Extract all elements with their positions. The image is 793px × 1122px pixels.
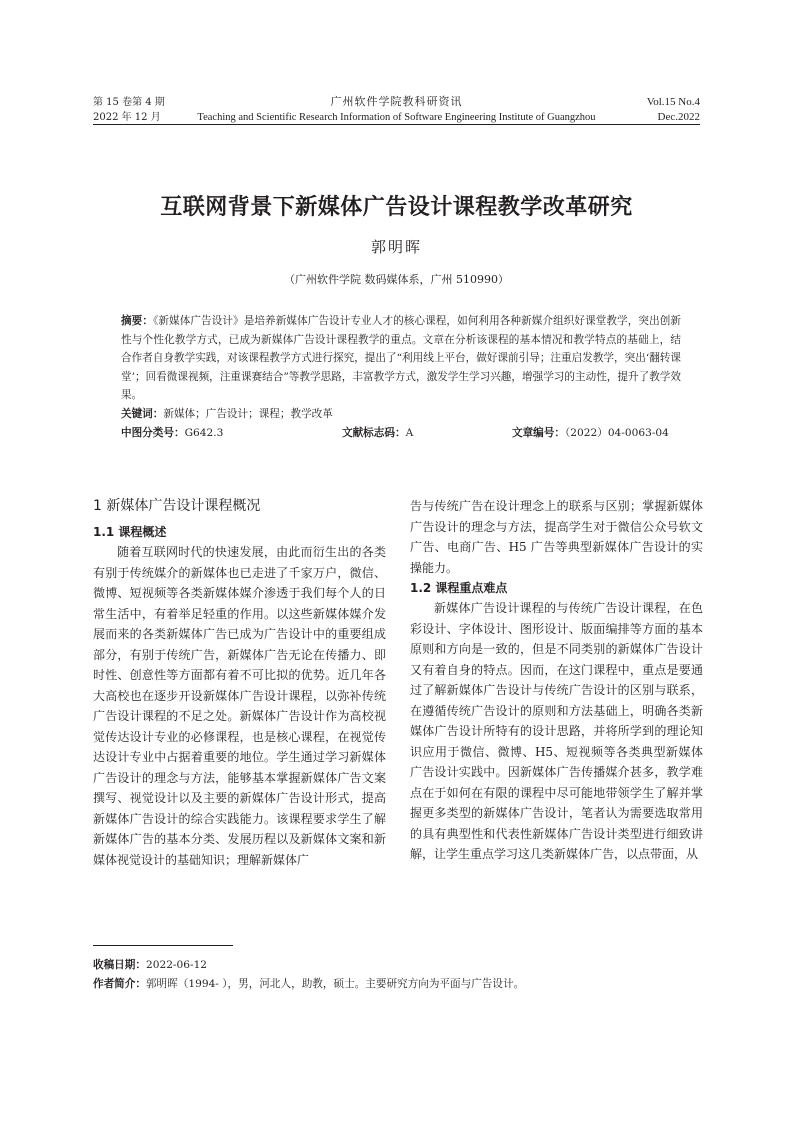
header-journal-en: Teaching and Scientific Research Information of Software Engineering Institute of Guangzhou <box>197 112 596 123</box>
header-date-cn: 2022 年 12 月 <box>93 112 161 123</box>
header-rule <box>93 124 700 125</box>
author-bio <box>93 977 524 991</box>
abstract-label: 摘要： <box>121 315 154 327</box>
abstract-text: 《新媒体广告设计》是培养新媒体广告设计专业人才的核心课程，如何利用各种新媒介组织好课堂教学，突出创新性与个性化教学方式，已成为新媒体广告设计课程教学的重点。文章在分析该课程的基本情况和教学特点的基础上，结合作者自身教学实践，对该课程教学方式进行探究，提出了“利用线上平台，做好课前引导；注重启发教学，突出‘翻转课堂’；回看微课视频，注重课赛结合”等教学思路，丰富教学方式，激发学生学习兴趣，增强学习的主动性，提升了教学效果。 <box>121 315 682 402</box>
classification-row <box>121 424 681 443</box>
section-1-1-heading: 1.1 课程概述 <box>93 525 167 539</box>
article-author: 郭明晖 <box>370 238 422 256</box>
article-number-label: 文章编号： <box>512 426 565 439</box>
author-bio-text: 郭明晖（1994- ），男，河北人，助教，硕士。主要研究方向为平面与广告设计。 <box>145 978 525 990</box>
doc-code-label: 文献标志码： <box>342 426 406 439</box>
footnote-rule <box>93 945 233 946</box>
article-number-field <box>512 424 669 443</box>
body-right-column <box>410 496 703 865</box>
header-volume-en: Vol.15 No.4 <box>646 96 700 108</box>
body-left-column <box>93 496 386 870</box>
received-label: 收稿日期： <box>93 959 146 971</box>
doc-code-field <box>342 424 413 443</box>
abstract-block <box>121 312 681 443</box>
clc-label: 中图分类号： <box>121 426 185 439</box>
clc-value: G642.3 <box>184 426 224 439</box>
section-1-2-heading: 1.2 课程重点难点 <box>410 581 508 595</box>
article-affiliation: （广州软件学院 数码媒体系，广州 510990） <box>284 273 509 286</box>
article-title: 互联网背景下新媒体广告设计课程教学改革研究 <box>160 195 633 220</box>
body-paragraph: 随着互联网时代的快速发展，由此而衍生出的各类有别于传统媒介的新媒体也已走进了千家万户，微信、微博、短视频等各类新媒体媒介渗透于我们每个人的日常生活中，有着举足轻重的作用。以这些新媒体媒介发展而来的各类新媒体广告已成为广告设计中的重要组成部分，有别于传统广告，新媒体广告无论在传播力、即时性、创意性等方面都有着不可比拟的优势。近几年各大高校也在逐步开设新媒体广告设计课程，以弥补传统广告设计课程的不足之处。新媒体广告设计作为高校视觉传达设计专业的必修课程，也是核心课程，在视觉传达设计专业中占据着重要的地位。学生通过学习新媒体广告设计的理念与方法，能够基本掌握新媒体广告文案撰写、视觉设计以及主要的新媒体广告设计形式，提高新媒体广告设计的综合实践能力。该课程要求学生了解新媒体广告的基本分类、发展历程以及新媒体文案和新媒体视觉设计的基础知识；理解新媒体广 <box>93 545 386 867</box>
received-date <box>93 958 207 972</box>
keywords-line <box>121 405 681 424</box>
abstract-paragraph <box>121 312 681 405</box>
author-bio-label: 作者简介： <box>93 978 146 990</box>
header-date-en: Dec.2022 <box>657 111 700 123</box>
doc-code-value: A <box>405 426 414 439</box>
section-1-heading: 1 新媒体广告设计课程概况 <box>93 498 261 514</box>
body-paragraph: 新媒体广告设计课程的与传统广告设计课程，在色彩设计、字体设计、图形设计、版面编排等方面的基本原则和方向是一致的，但是不同类别的新媒体广告设计又有着自身的特点。因而，在这门课程中，重点是要通过了解新媒体广告设计与传统广告设计的区别与联系，在遵循传统广告设计的原则和方法基础上，明确各类新媒体广告设计所特有的设计思路，并将所学到的理论知识应用于微信、微博、H5、短视频等各类典型新媒体广告设计实践中。因新媒体广告传播媒介甚多，教学难点在于如何在有限的课程中尽可能地带领学生了解并掌握更多类型的新媒体广告设计，笔者认为需要选取常用的具有典型性和代表性新媒体广告设计类型进行细致讲解，让学生重点学习这几类新媒体广告，以点带面，从 <box>410 601 703 861</box>
keywords-text: 新媒体；广告设计；课程；教学改革 <box>163 407 333 420</box>
clc-field <box>121 424 223 443</box>
received-value: 2022-06-12 <box>145 959 208 971</box>
header-journal-cn: 广州软件学院教科研资讯 <box>330 95 463 108</box>
body-paragraph-continued: 告与传统广告在设计理念上的联系与区别；掌握新媒体广告设计的理念与方法，提高学生对于微信公众号软文广告、电商广告、H5 广告等典型新媒体广告设计的实操能力。 <box>410 499 703 575</box>
keywords-label: 关键词： <box>121 407 164 420</box>
header-volume-cn: 第 15 卷第 4 期 <box>93 97 165 108</box>
article-number-value: （2022）04-0063-04 <box>564 426 669 439</box>
